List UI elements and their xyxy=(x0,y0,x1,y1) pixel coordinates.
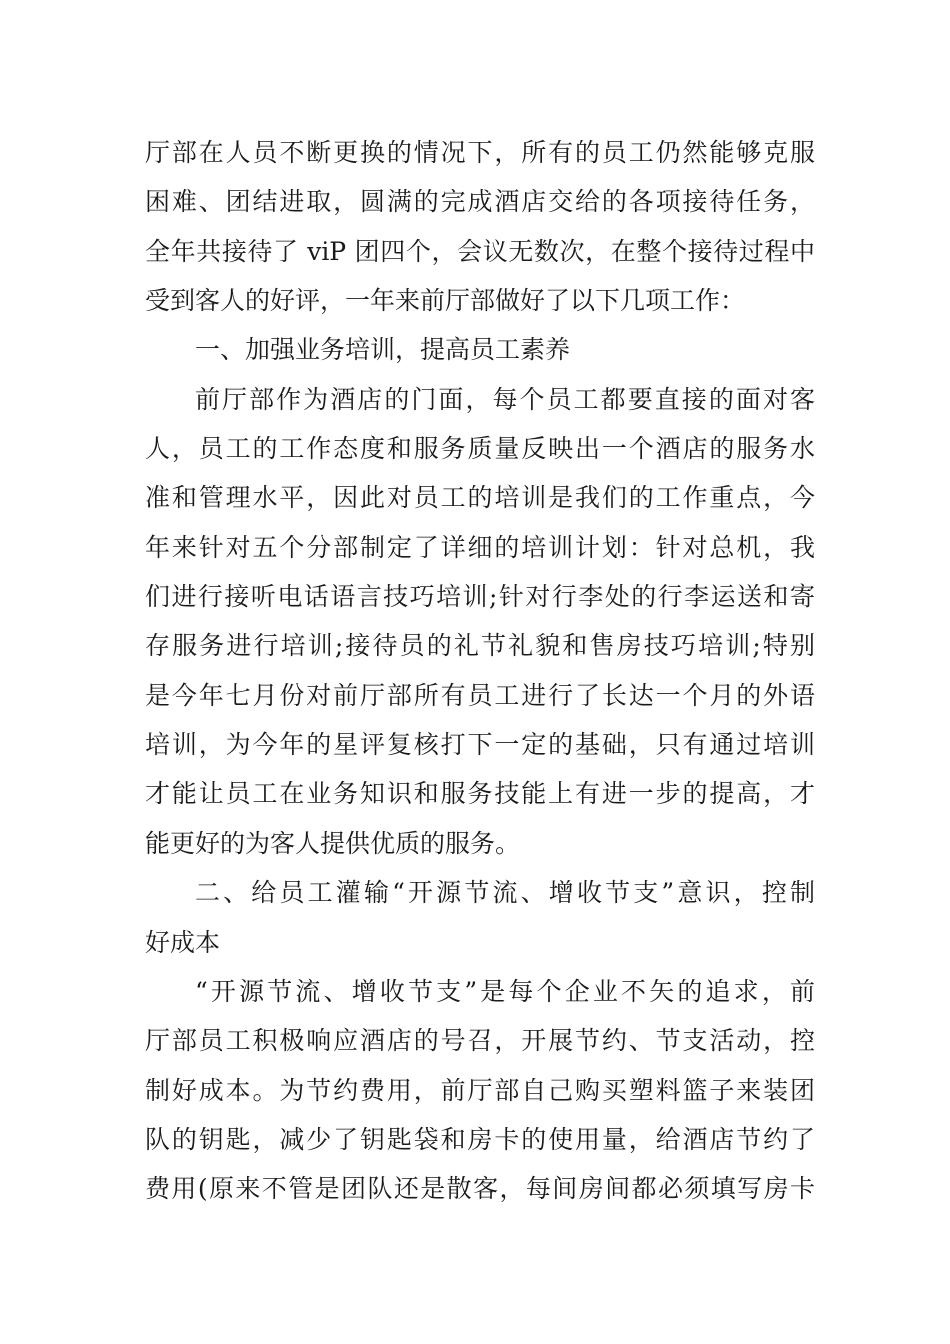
document-body xyxy=(145,128,815,1214)
body-line: 准和管理水平，因此对员工的培训是我们的工作重点，今 xyxy=(145,483,815,513)
body-line: 全年共接待了 viP 团四个，会议无数次，在整个接待过程中 xyxy=(145,236,815,266)
body-line: 制好成本。为节约费用，前厅部自己购买塑料篮子来装团 xyxy=(145,1075,815,1105)
section-heading-1: 一、加强业务培训，提高员工素养 xyxy=(195,335,571,365)
body-line: 们进行接听电话语言技巧培训;针对行李处的行李运送和寄 xyxy=(145,582,815,612)
body-line: 厅部员工积极响应酒店的号召，开展节约、节支活动，控 xyxy=(145,1026,815,1056)
body-line: 困难、团结进取，圆满的完成酒店交给的各项接待任务， xyxy=(145,187,815,217)
section-heading-2-continued: 好成本 xyxy=(145,927,221,957)
body-line: 受到客人的好评，一年来前厅部做好了以下几项工作： xyxy=(145,286,746,316)
body-line: 才能让员工在业务知识和服务技能上有进一步的提高，才 xyxy=(145,779,815,809)
body-line: 费用(原来不管是团队还是散客，每间房间都必须填写房卡 xyxy=(145,1174,815,1204)
body-line: 年来针对五个分部制定了详细的培训计划：针对总机，我 xyxy=(145,532,815,562)
body-line: 前厅部作为酒店的门面，每个员工都要直接的面对客 xyxy=(195,384,815,414)
body-line: 队的钥匙，减少了钥匙袋和房卡的使用量，给酒店节约了 xyxy=(145,1124,815,1154)
body-line: 人，员工的工作态度和服务质量反映出一个酒店的服务水 xyxy=(145,434,815,464)
body-line: “开源节流、增收节支”是每个企业不矢的追求，前 xyxy=(195,976,815,1006)
body-line: 存服务进行培训;接待员的礼节礼貌和售房技巧培训;特别 xyxy=(145,631,815,661)
body-line: 能更好的为客人提供优质的服务。 xyxy=(145,828,521,858)
body-line: 厅部在人员不断更换的情况下，所有的员工仍然能够克服 xyxy=(145,138,815,167)
body-line: 是今年七月份对前厅部所有员工进行了长达一个月的外语 xyxy=(145,680,815,710)
section-heading-2: 二、给员工灌输“开源节流、增收节支”意识，控制 xyxy=(195,878,815,908)
body-line: 培训，为今年的星评复核打下一定的基础，只有通过培训 xyxy=(145,730,815,760)
